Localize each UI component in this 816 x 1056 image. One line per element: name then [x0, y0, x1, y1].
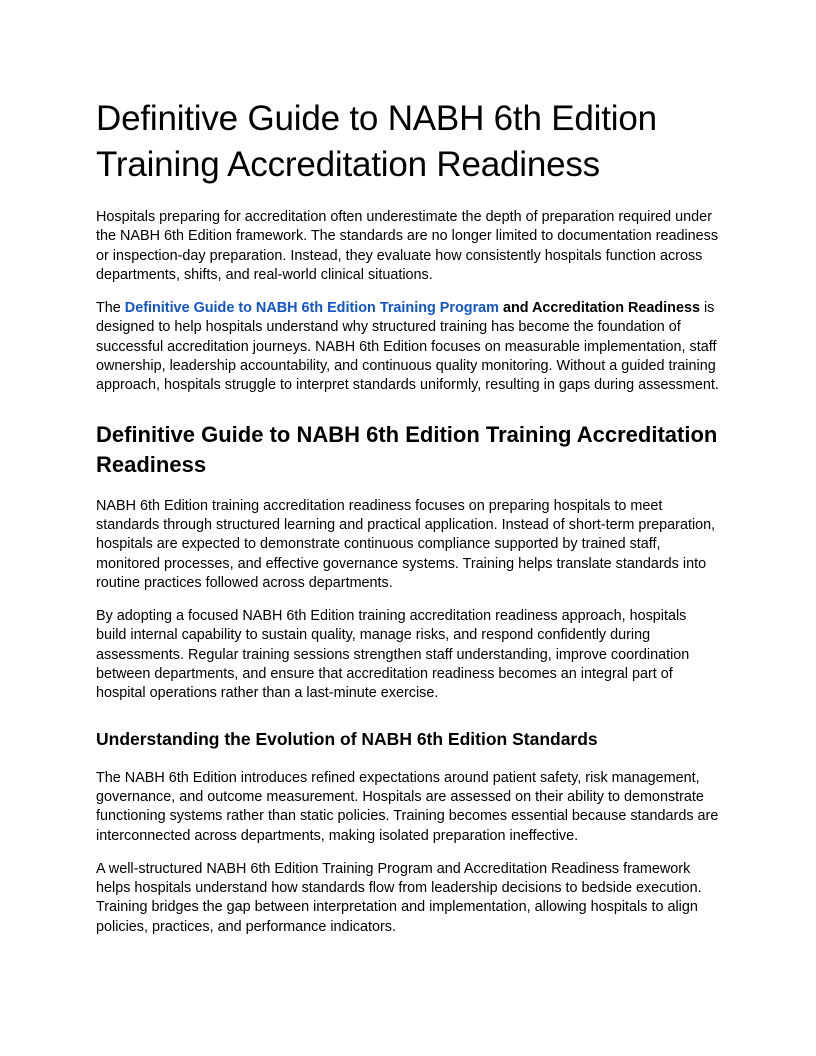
page-title: Definitive Guide to NABH 6th Edition Training Accreditation Readiness — [96, 99, 657, 184]
evolution-paragraph-2: A well-structured NABH 6th Edition Training Program and Accreditation Readiness framework helps hospitals understand how standards flow from leadership decisions to bedside execution. Training bridges the gap between interpretation and implementation, allowing hospitals to align policies, practices, and performance indicators. — [96, 860, 702, 935]
intro-paragraph-2-bold-tail: and Accreditation Readiness — [498, 300, 700, 317]
intro-paragraph-1: Hospitals preparing for accreditation often underestimate the depth of preparation required under the NABH 6th Edition framework. The standards are no longer limited to documentation readiness or inspection-day preparation. Instead, they evaluate how consistently hospitals function across departments, shifts, and real-world clinical situations. — [96, 209, 719, 283]
intro-paragraph-2 — [96, 299, 720, 395]
section-heading-evolution: Understanding the Evolution of NABH 6th Edition Standards — [96, 728, 598, 749]
document-page — [96, 96, 720, 937]
evolution-paragraph-1: The NABH 6th Edition introduces refined expectations around patient safety, risk management, governance, and outcome measurement. Hospitals are assessed on their ability to demonstrate functioning systems rather than static policies. Training becomes essential because standards are interconnected across departments, making isolated preparation ineffective. — [96, 769, 719, 844]
intro-paragraph-2-lead: The — [96, 300, 125, 317]
guide-paragraph-2: By adopting a focused NABH 6th Edition training accreditation readiness approach, hospitals build internal capability to sustain quality, manage risks, and respond confidently during assessments. Regular training sessions strengthen staff understanding, improve coordination between departments, and ensure that accreditation readiness becomes an integral part of hospital operations rather than a last-minute exercise. — [96, 608, 690, 702]
guide-training-program-link[interactable]: Definitive Guide to NABH 6th Edition Training Program — [124, 300, 499, 317]
guide-paragraph-1: NABH 6th Edition training accreditation readiness focuses on preparing hospitals to meet standards through structured learning and practical application. Instead of short-term preparation, hospitals are expected to demonstrate continuous compliance supported by trained staff, monitored processes, and effective governance systems. Training helps translate standards into routine practices followed across departments. — [96, 497, 716, 591]
section-heading-guide: Definitive Guide to NABH 6th Edition Training Accreditation Readiness — [96, 421, 718, 477]
intro-paragraph-2-rest: is designed to help hospitals understand why structured training has become the foundation of successful accreditation journeys. NABH 6th Edition focuses on measurable implementation, staff ownership, leadership accountability, and continuous quality monitoring. Without a guided training approach, hospitals struggle to interpret standards uniformly, resulting in gaps during assessment. — [96, 300, 719, 394]
